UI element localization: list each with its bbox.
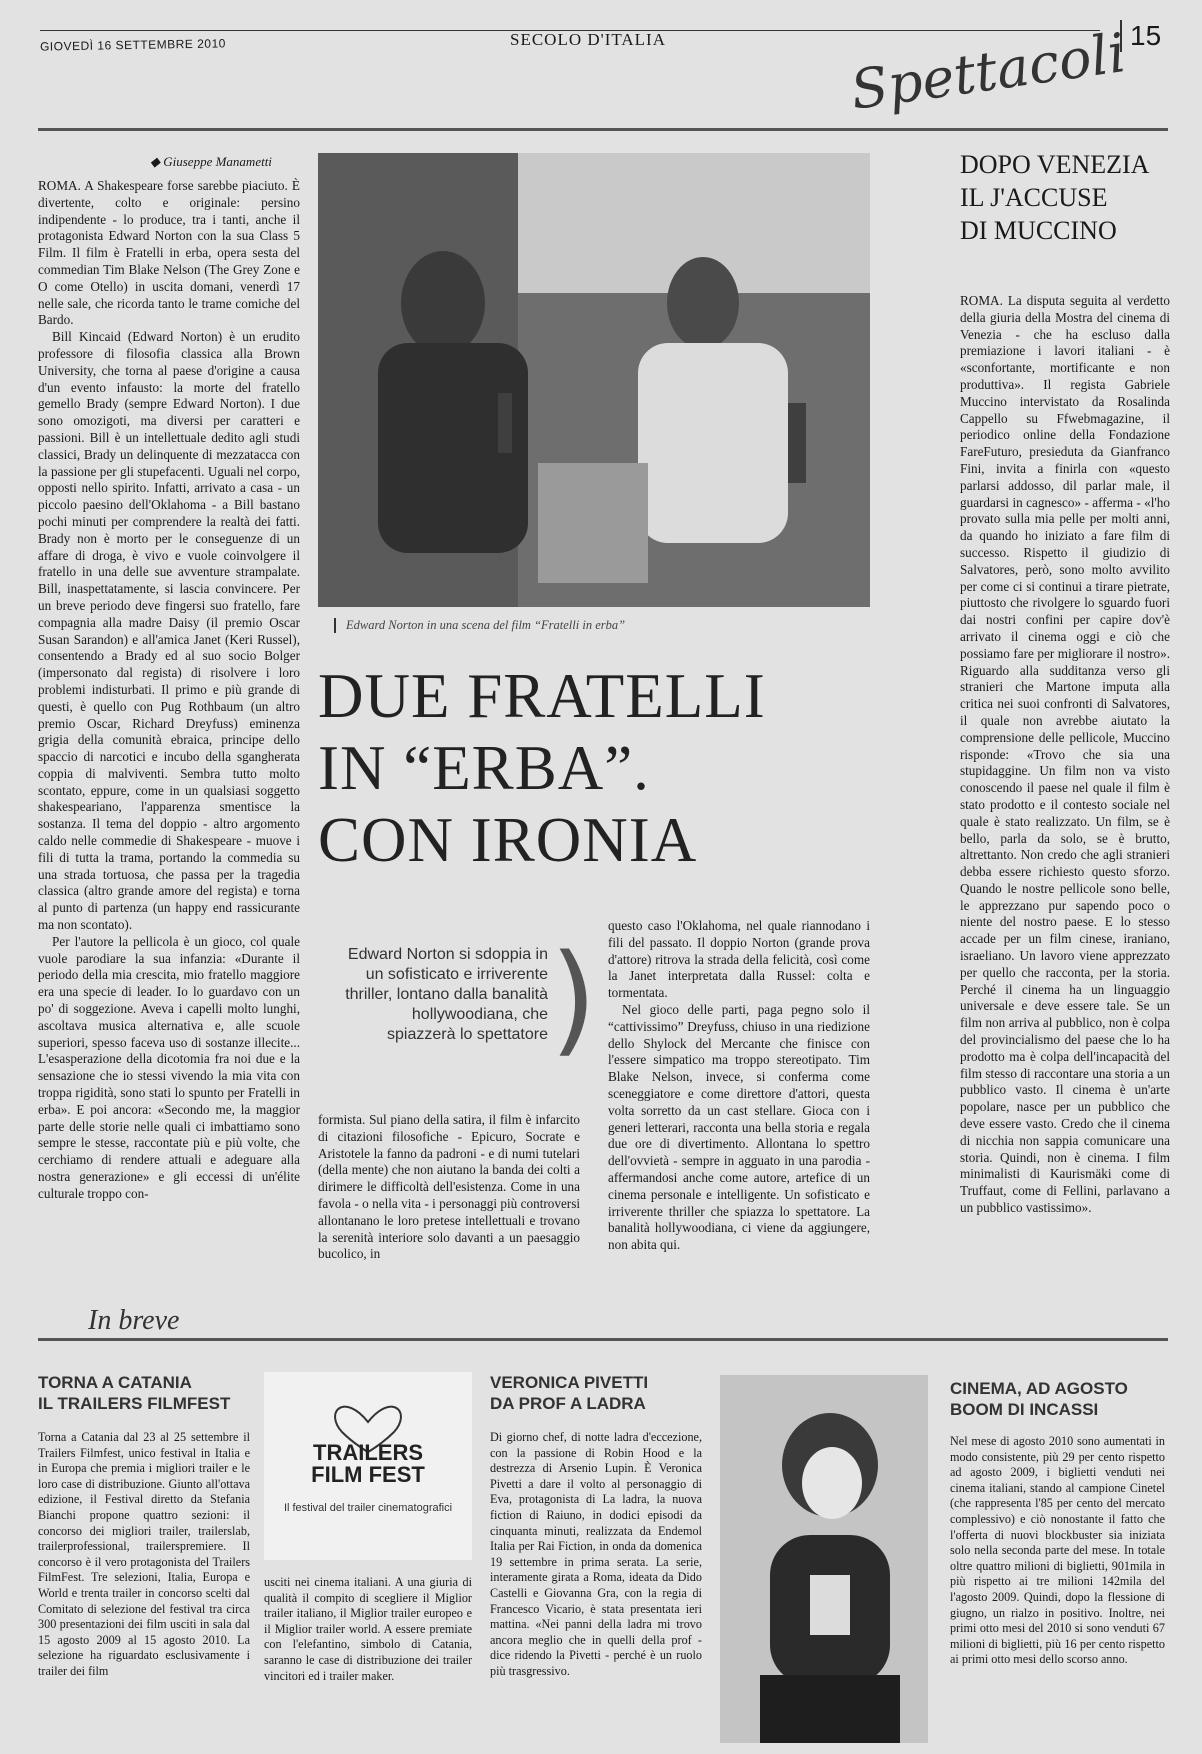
top-rule: [38, 128, 1168, 131]
trailers-filmfest-logo: [264, 1372, 472, 1560]
veronica-pivetti-photo: [720, 1375, 928, 1743]
sidebar-headline-line: DOPO VENEZIA: [960, 150, 1150, 179]
in-breve-rule: [38, 1338, 1168, 1341]
article-paragraph: Nel gioco delle parti, paga pegno solo il “cattivissimo” Dreyfuss, chiuso in una riedizione dello Shylock del Mercante che finisce con l'essere simpatico ma troppo stereotipato. Tim Blake Nelson, invece, si conferma come sceneggiatore e come direttore d'attori, questa volta sorretto da un cast stellare. Gioca con i generi letterari, racconta una bella storia e regala due ore di divertimento. Allontana lo spettro dell'ovvietà - sempre in agguato in una parodia - affermandosi anche come autore, artefice di un cinema personale e intelligente. Un sofisticato e irriverente thriller che spiazza lo spettatore. La banalità hollywoodiana, ci viene da aggiungere, non abita qui.: [608, 1001, 870, 1253]
logo-text: TRAILERS: [313, 1440, 423, 1465]
masthead: SECOLO D'ITALIA: [510, 30, 666, 49]
main-article-col3: [608, 918, 870, 1292]
brief-paragraph: Di giorno chef, di notte ladra d'eccezione, con la passione di Robin Hood e la destrezza di Arsenio Lupin. È Veronica Pivetti a dare il volto al personaggio di Eva, protagonista di La ladra, la nuova fiction di Raiuno, in dodici episodi da cinquanta minuti, realizzata da Endemol Italia per Rai Fiction, in onda da domenica 19 settembre in prima serata. La serie, interamente girata a Roma, ideata da Dido Castelli e Giovanna Gra, con la regia di Francesco Vicario, è stata presentata ieri mattina. «Nei panni della ladra mi trovo ancora meglio che in quelli della prof - dice ridendo la Pivetti - perché è un ruolo più trasgressivo.: [490, 1430, 702, 1678]
page-number: 15: [1120, 20, 1161, 52]
bracket-ornament: ): [550, 930, 597, 1069]
in-breve-label: In breve: [88, 1305, 180, 1336]
section-title: Spettacoli: [846, 21, 1130, 122]
sidebar-article: [960, 293, 1170, 1293]
main-article-col2: [318, 1112, 580, 1292]
byline-author: Giuseppe Manametti: [163, 154, 272, 169]
main-article-col1: [38, 178, 300, 1290]
brief1-col2: [264, 1575, 472, 1745]
article-paragraph: formista. Sul piano della satira, il film è infarcito di citazioni filosofiche - Epicuro, Socrate e Aristotele la fanno da padroni - e di numi tutelari (della mente) che non aiutano la banda dei colti a dirimere le difficoltà dell'esistenza. Come in una favola - o nella vita - i personaggi più controversi allontanano le loro pretese intellettuali e trovano la serenità interiore solo davanti a un paesaggio bucolico, in: [318, 1112, 580, 1262]
brief-title-line: BOOM DI INCASSI: [950, 1400, 1099, 1419]
sidebar-headline: [960, 148, 1149, 247]
byline: ◆ Giuseppe Manametti: [150, 154, 272, 169]
brief3-text: [950, 1434, 1165, 1746]
brief-paragraph: Nel mese di agosto 2010 sono aumentati in modo consistente, più 29 per cento rispetto ad agosto 2009, i biglietti venduti nei cinema italiani, stando al campione Cinetel (che rappresenta l'85 per cento del mercato complessivo) e ciò nonostante il fatto che l'offerta di nuovi blockbuster sia iniziata solo nella seconda parte del mese. In totale oltre quattro milioni di biglietti, 901mila in più rispetto ai tre milioni 142mila del l'agosto 2009. Quindi, dopo la flessione di giugno, un rialzo in positivo. Inoltre, nei primi otto mesi del 2010 si sono venduti 67 milioni di biglietti, più 16 per cento rispetto ai primi otto mesi dello scorso anno.: [950, 1434, 1165, 1667]
article-paragraph: Bill Kincaid (Edward Norton) è un erudito professore di filosofia classica alla Brown University, che torna al paese d'origine a causa d'un evento infausto: la morte del fratello gemello Brady (sempre Edward Norton). I due sono omozigoti, ma diversi per caratteri e passioni. Bill è un intellettuale dedito agli studi classici, Brady un delinquente di mezzatacca con la passione per gli stupefacenti. Uguali nel corpo, opposti nello spirito. Infatti, arrivato a casa - un piccolo paesino dell'Oklahoma - a Bill bastano pochi minuti per comprendere la realtà dei fatti. Brady non è morto per le conseguenze di un affare di droga, è vivo e vuole coinvolgere il fratello in una delle sue avventure strampalate. Bill, inaspettatamente, si lascia convincere. Per un breve periodo deve fingersi suo fratello, fare compagnia alla madre Daisy (il premio Oscar Susan Sarandon) e all'amica Janet (Keri Russel), consentendo a Brady ed al suo socio Bolger (impersonato dal regista) di risolvere i loro problemi indisturbati. Il primo e più grande di questi, è quello con Pug Rothbaum (un altro premio Oscar, Richard Dreyfuss) eminenza grigia della comunità ebraica, principe dello spaccio di narcotici e incubo della sgangherata coppia di malviventi. Sembra tutto molto scontato, eppure, come in un qualsiasi soggetto shakespeariano, l'apparenza smentisce la sostanza. Il tema del doppio - altro argomento caldo nelle commedie di Shakespeare - muove i fili di tutta la trama, portando la commedia su una strada tortuosa, che passa per la tragedia classica (altro grande amore del regista) e torna al punto di partenza (un happy end rassicurante ma non scontato).: [38, 329, 300, 933]
sidebar-headline-line: IL J'ACCUSE: [960, 183, 1108, 212]
brief-title-line: TORNA A CATANIA: [38, 1373, 192, 1392]
brief-title-line: DA PROF A LADRA: [490, 1394, 646, 1413]
article-paragraph: questo caso l'Oklahoma, nel quale riannodano i fili del passato. Il doppio Norton (grande prova d'attore) ritrova la strada della felicità, così come la Janet interpretata dalla Russel: colta e tormentata.: [608, 918, 870, 1001]
brief-title-line: CINEMA, AD AGOSTO: [950, 1379, 1128, 1398]
brief2-text: [490, 1430, 702, 1746]
logo-tagline: Il festival del trailer cinematografici: [283, 1502, 453, 1514]
brief-title-line: VERONICA PIVETTI: [490, 1373, 649, 1392]
brief-paragraph: usciti nei cinema italiani. A una giuria di qualità il compito di scegliere il Miglior trailer italiano, il Miglior trailer europeo e il Miglior trailer world. A essere premiate con l'elefantino, simbolo di Catania, saranno le case di distribuzione dei trailer vincitori ed i trailer maker.: [264, 1575, 472, 1683]
brief-title-line: IL TRAILERS FILMFEST: [38, 1394, 231, 1413]
headline-line: CON IRONIA: [318, 805, 698, 875]
brief1-title: [38, 1372, 258, 1414]
brief1-col1: [38, 1430, 250, 1746]
article-paragraph: ROMA. A Shakespeare forse sarebbe piaciuto. È divertente, colto e originale: persino indipendente - lo produce, tra i tanti, anche il protagonista Edward Norton con la sua Class 5 Film. Il film è Fratelli in erba, opera sesta del commedian Tim Blake Nelson (The Grey Zone e O come Otello) in uscita domani, venerdì 17 nelle sale, che ricorda tanto le trame comiche del Bardo.: [38, 178, 300, 328]
headline-line: IN “ERBA”.: [318, 733, 650, 803]
sidebar-headline-line: DI MUCCINO: [960, 216, 1117, 245]
logo-text: FILM FEST: [311, 1462, 425, 1487]
film-still-photo: [318, 153, 870, 607]
pull-quote: Edward Norton si sdoppia in un sofisticato e irriverente thriller, lontano dalla banalità hollywoodiana, che spiazzerà lo spettatore: [345, 946, 548, 1043]
issue-date: GIOVEDÌ 16 SETTEMBRE 2010: [39, 36, 227, 54]
brief2-title: [490, 1372, 710, 1414]
photo-caption: Edward Norton in una scena del film “Fratelli in erba”: [334, 618, 866, 633]
brief-paragraph: Torna a Catania dal 23 al 25 settembre il Trailers Filmfest, unico festival in Italia e in Europa che premia i migliori trailer e le loro case di distribuzione. Giunto all'ottava edizione, il Festival diretto da Stefania Bianchi propone quattro sezioni: il concorso dei migliori trailer, trailerslab, trailerprofessional, trailerspremiere. Il concorso è il vero protagonista del Trailers FilmFest. Tre selezioni, Italia, Europa e World e trenta trailer in concorso scelti dal Comitato di selezione del festival tra circa 300 presentazioni dei film usciti in sala dal 15 agosto 2009 al 15 agosto 2010. La selezione ha riguardato esclusivamente i trailer dei film: [38, 1430, 250, 1678]
main-headline: [318, 660, 878, 876]
sidebar-paragraph: ROMA. La disputa seguita al verdetto della giuria della Mostra del cinema di Venezia - che ha escluso dalla premiazione i lavori italiani - è «sconfortante, mortificante e non produttiva». Il regista Gabriele Muccino intervistato da Rosalinda Cappello su Ffwebmagazine, il periodico online della Fondazione FareFuturo, presieduta da Gianfranco Fini, invita a finirla con «questo parlarsi addosso, dil parlar male, il guardarsi in cagnesco» - afferma - «l'ho provato sulla mia pelle per molti anni, da quando ho iniziato a fare film di successo. Rispetto il giudizio di Salvatores, però, sono molto avvilito per come ci si continui a tirare pietrate, piuttosto che rivolgere lo sguardo fuori dai nostri confini per capire dov'è arrivato il cinema oggi e ciò che possiamo fare per migliorare il nostro». Riguardo alla sudditanza verso gli stranieri che Martone imputa alla critica nei suoi confronti di Salvatores, il quale non avrebbe aiutato la comprensione delle pellicole, Muccino risponde: «Trovo che sia una stupidaggine. Un film non va visto conoscendo il paese nel quale il film è stato prodotto e il contesto sociale nel quale è stato realizzato. Un film, se è bello, parla da solo, se è brutto, altrettanto. Non credo che agli stranieri debba essere richiesto questo sforzo. Quando le nostre pellicole sono belle, le apprezzano pur sapendo poco o niente del nostro paese. E lo stesso accade per un film cinese, iraniano, israeliano. Un lavoro viene apprezzato per quello che racconta, per la storia. Perché il cinema ha un linguaggio universale e deve essere tale. Se un film non arriva al pubblico, non è colpa del provincialismo del paese che lo ha prodotto ma è colpa dell'incapacità del film stesso di raccontare una storia a un pubblico vasto. Il cinema è un'arte popolare, nasce per un pubblico che deve essere vasto. Credo che il cinema di nicchia non sappia comunicare una storia. Quindi, non è cinema. I film minimalisti di Kaurismäki come di Truffaut, come di Fellini, parlavano a un pubblico vastissimo».: [960, 293, 1170, 1216]
article-paragraph: Per l'autore la pellicola è un gioco, col quale vuole parodiare la sua infanzia: «Durante il periodo della mia crescita, mio fratello maggiore era una specie di leader. Io lo guardavo con un po' di soggezione. Aveva i capelli molto lunghi, ascoltava musica alternativa e, alle scuole superiori, spesso faceva uso di sostanze illecite... L'esasperazione della dicotomia fra noi due e la sensazione che io stessi vivendo la mia vita con troppa rigidità, sono stati lo spunto per Fratelli in erba». E poi ancora: «Secondo me, la maggior parte delle storie nelle quali ci imbattiamo sono sempre le stesse, raccontate più e più volte, che cerchiamo di rendere attuali e adeguare alla nostra generazione» e gli eccessi di un'élite culturale troppo con-: [38, 933, 300, 1201]
headline-line: DUE FRATELLI: [318, 661, 766, 731]
brief3-title: [950, 1378, 1170, 1420]
